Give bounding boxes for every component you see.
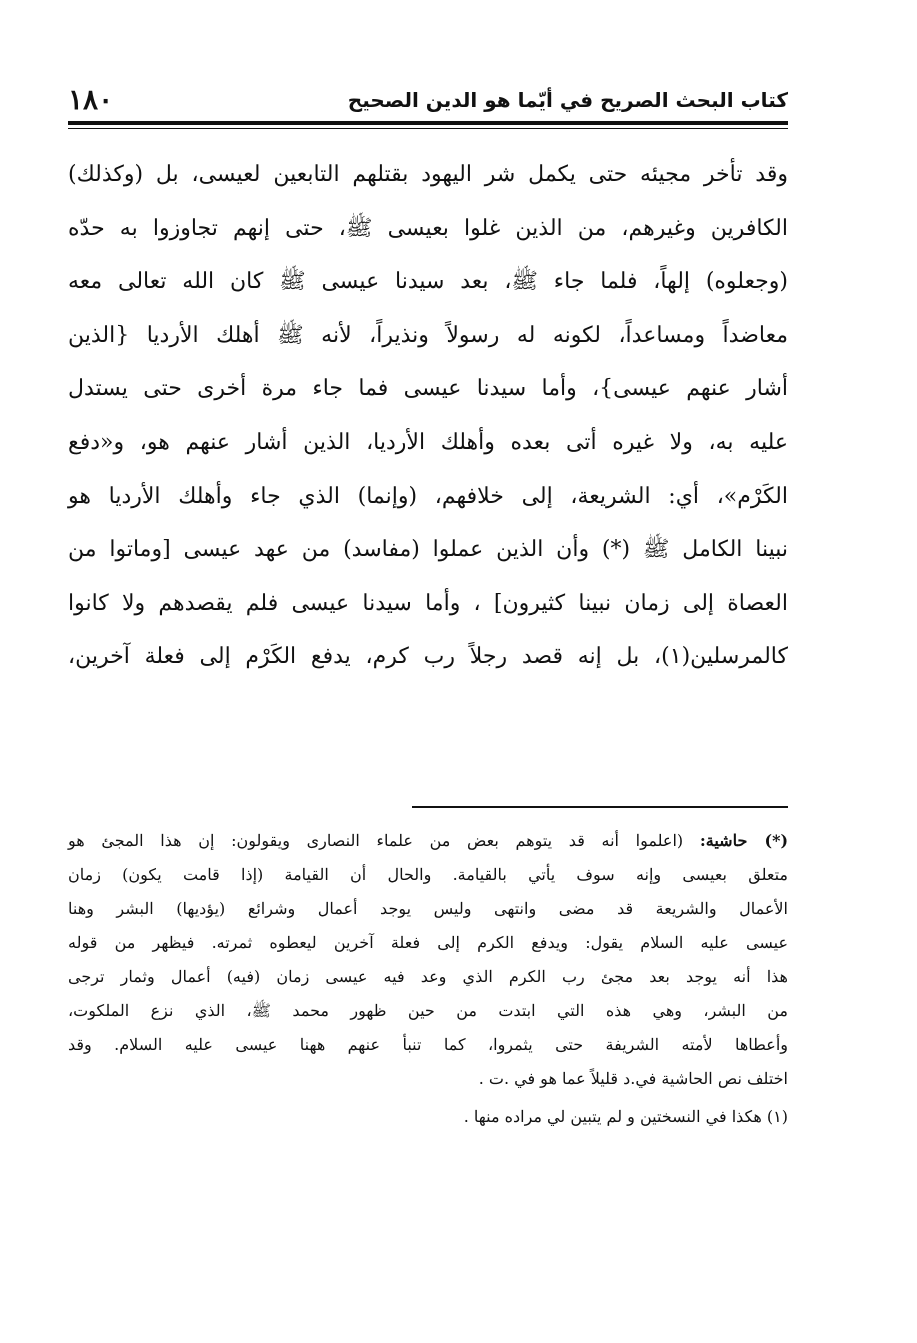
running-title: كتاب البحث الصريح في أيّما هو الدين الصحيح — [347, 88, 788, 112]
footnote-line: عيسى عليه السلام يقول: ويدفع الكرم إلى فعلة آخرين ليعطوه ثمرته. فيظهر من قوله — [68, 933, 788, 952]
footnote-line: وأعطاها لأمته الشريفة حتى يثمروا، كما تنبأ عنهم ههنا عيسى عليه السلام. وقد — [68, 1035, 788, 1054]
main-text — [68, 148, 788, 684]
text-line: الكافرين وغيرهم، من الذين غلوا بعيسى ﷺ، حتى إنهم تجاوزوا به حدّه — [68, 215, 788, 241]
footnote-line: متعلق بعيسى وإنه سوف يأتي بالقيامة. والحال أن القيامة (إذا قامت يكون) زمان — [68, 865, 788, 884]
text-line: (وجعلوه) إلهاً، فلما جاء ﷺ، بعد سيدنا عيسى ﷺ كان الله تعالى معه — [68, 269, 788, 295]
text-line: أشار عنهم عيسى}، وأما سيدنا عيسى فما جاء مرة أخرى حتى يستدل — [68, 376, 788, 402]
text-line: معاضداً ومساعداً، لكونه له رسولاً ونذيراً، لأنه ﷺ أهلك الأرديا {الذين — [68, 322, 788, 348]
footnote-line — [68, 824, 788, 858]
footnote-line: الأعمال والشريعة قد مضى وانتهى وليس يوجد أعمال وشرائع (يؤديها) البشر وهنا — [68, 899, 788, 918]
page-header — [68, 82, 788, 122]
footnote-line: اختلف نص الحاشية في.د قليلاً عما هو في .ت . — [478, 1069, 788, 1088]
header-rule-thin — [68, 128, 788, 129]
text-line: العصاة إلى زمان نبينا كثيرون] ، وأما سيدنا عيسى فلم يقصدهم ولا كانوا — [68, 590, 788, 616]
footnote-label: (*) حاشية: — [699, 831, 789, 850]
footnote-text: (اعلموا أنه قد يتوهم بعض من علماء النصارى ويقولون: إن هذا المجئ هو — [68, 831, 684, 850]
footnote-line: من البشر، وهي هذه التي ابتدت من حين ظهور محمد ﷺ، الذي نزع الملكوت، — [68, 1001, 788, 1020]
header-rule-thick — [68, 121, 788, 125]
text-line: الكَرْم»، أي: الشريعة، إلى خلافهم، (وإنما) الذي جاء وأهلك الأرديا هو — [68, 483, 788, 509]
text-line: وقد تأخر مجيئه حتى يكمل شر اليهود بقتلهم التابعين لعيسى، بل (وكذلك) — [68, 162, 788, 187]
footnotes — [68, 824, 788, 1134]
text-line: نبينا الكامل ﷺ (*) وأن الذين عملوا (مفاسد) من عهد عيسى [وماتوا من — [68, 537, 788, 563]
text-line: عليه به، ولا غيره أتى بعده وأهلك الأرديا، الذين أشار عنهم هو، و«دفع — [68, 429, 788, 455]
page-number: ١٨٠ — [68, 83, 114, 116]
footnote-separator — [412, 806, 788, 808]
text-line: كالمرسلين(١)، بل إنه قصد رجلاً رب كرم، يدفع الكَرْم إلى فعلة آخرين، — [68, 644, 788, 670]
footnote-line: هذا أنه يوجد بعد مجئ رب الكرم الذي وعد فيه عيسى زمان (فيه) أعمال وثمار ترجى — [68, 967, 788, 986]
footnote-one: (١) هكذا في النسختين و لم يتبين لي مراده منها . — [463, 1107, 788, 1126]
